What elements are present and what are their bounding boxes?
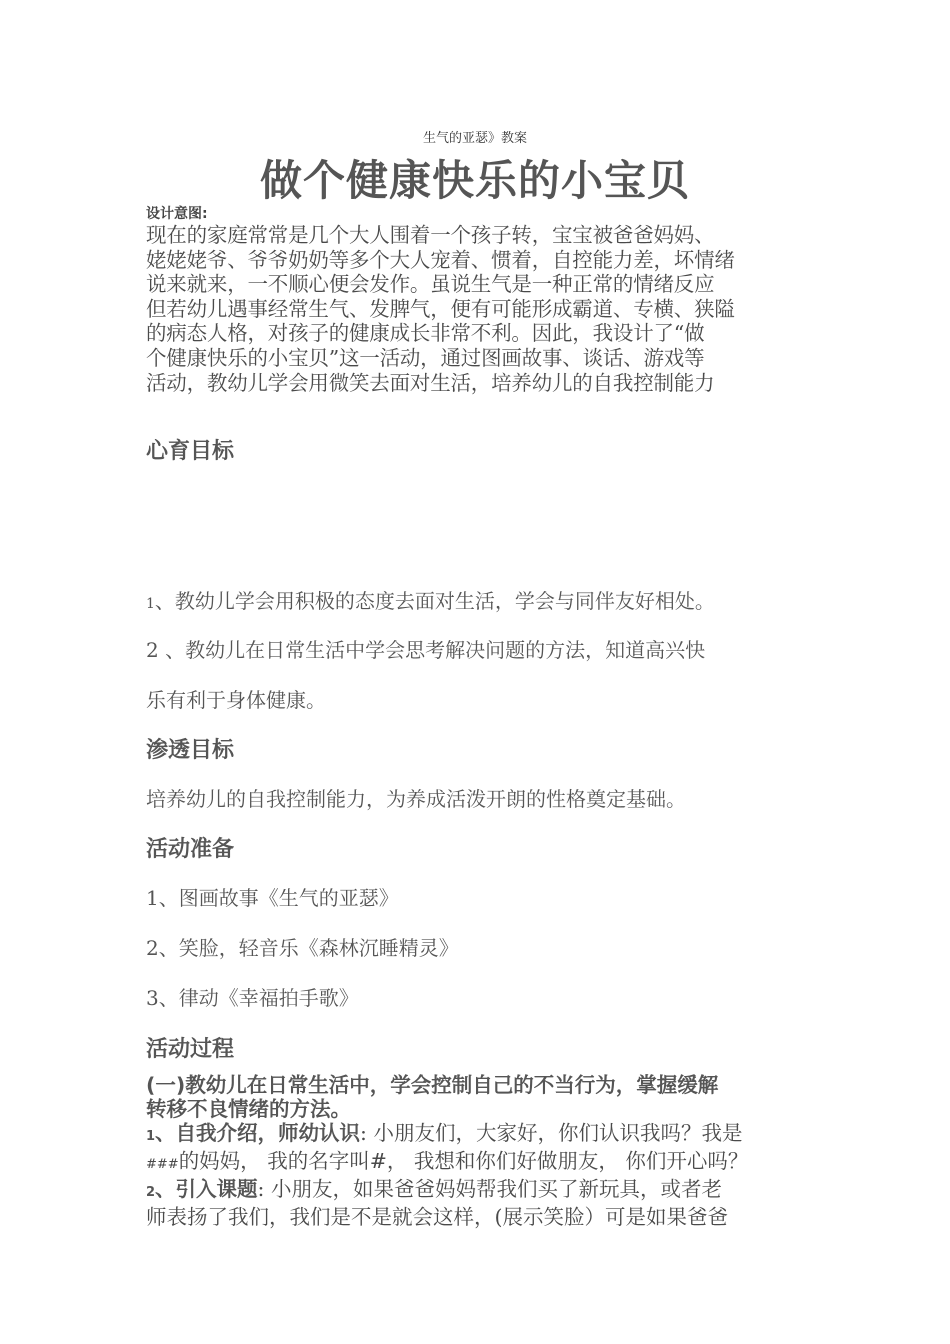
goals-heading: 心育目标 bbox=[146, 439, 235, 464]
penetration-goals-heading: 渗透目标 bbox=[146, 738, 235, 763]
intro-line: 说来就来，一不顺心便会发作。虽说生气是一种正常的情绪反应 bbox=[146, 272, 715, 297]
goal-item-1 bbox=[146, 585, 715, 614]
step-number: 2 bbox=[146, 1185, 156, 1200]
step-label: 、引入课题 bbox=[155, 1177, 258, 1201]
penetration-goals-text: 培养幼儿的自我控制能力，为养成活泼开朗的性格奠定基础。 bbox=[146, 787, 686, 811]
placeholder-hash: ### bbox=[146, 1157, 179, 1172]
goal-text: 、教幼儿学会用积极的态度去面对生活，学会与同伴友好相处。 bbox=[154, 589, 715, 613]
step-1-continued bbox=[146, 1149, 816, 1177]
document-subtitle: 生气的亚瑟》教案 bbox=[422, 131, 527, 146]
preparation-item: 2、笑脸，轻音乐《森林沉睡精灵》 bbox=[146, 936, 459, 960]
step-2 bbox=[146, 1177, 816, 1205]
step-number: 1 bbox=[146, 1129, 156, 1144]
intro-line: 活动，教幼儿学会用微笑去面对生活，培养幼儿的自我控制能力 bbox=[146, 370, 715, 395]
preparation-heading: 活动准备 bbox=[146, 837, 235, 862]
step-text: 的妈妈， 我的名字叫#， 我想和你们好做朋友， 你们开心吗？ bbox=[178, 1149, 749, 1173]
process-section-title: (一)教幼儿在日常生活中，学会控制自己的不当行为，掌握缓解 bbox=[146, 1073, 719, 1097]
intro-line: 现在的家庭常常是几个大人围着一个孩子转，宝宝被爸爸妈妈、 bbox=[146, 223, 715, 247]
intro-line: 个健康快乐的小宝贝”这一活动，通过图画故事、谈话、游戏等 bbox=[146, 345, 705, 370]
design-intent-paragraph bbox=[146, 223, 811, 395]
intro-line: 姥姥姥爷、爷爷奶奶等多个大人宠着、惯着，自控能力差，坏情绪 bbox=[146, 247, 735, 272]
step-label: 、自我介绍，师幼认识 bbox=[155, 1121, 361, 1145]
goal-number: 1 bbox=[146, 596, 155, 612]
process-heading: 活动过程 bbox=[146, 1037, 235, 1062]
goal-item-2: 2 、教幼儿在日常生活中学会思考解决问题的方法，知道高兴快 bbox=[146, 638, 706, 662]
intro-line: 的病态人格，对孩子的健康成长非常不利。因此，我设计了“做 bbox=[146, 321, 705, 346]
step-1 bbox=[146, 1121, 816, 1149]
step-text: : 小朋友们，大家好，你们认识我吗？我是 bbox=[360, 1121, 743, 1145]
preparation-item: 3、律动《幸福拍手歌》 bbox=[146, 986, 359, 1010]
process-paragraph bbox=[146, 1073, 816, 1229]
design-intent-label: 设计意图: bbox=[146, 206, 208, 222]
page-title: 做个健康快乐的小宝贝 bbox=[259, 156, 690, 205]
step-text: : 小朋友，如果爸爸妈妈帮我们买了新玩具，或者老 bbox=[257, 1177, 722, 1201]
preparation-item: 1、图画故事《生气的亚瑟》 bbox=[146, 886, 399, 910]
intro-line: 但若幼儿遇事经常生气、发脾气，便有可能形成霸道、专横、狭隘 bbox=[146, 296, 735, 321]
step-2-continued: 师表扬了我们，我们是不是就会这样，(展示笑脸）可是如果爸爸 bbox=[146, 1205, 728, 1229]
process-section-title-continued: 转移不良情绪的方法。 bbox=[146, 1097, 351, 1121]
goal-item-2-continued: 乐有利于身体健康。 bbox=[146, 688, 326, 712]
